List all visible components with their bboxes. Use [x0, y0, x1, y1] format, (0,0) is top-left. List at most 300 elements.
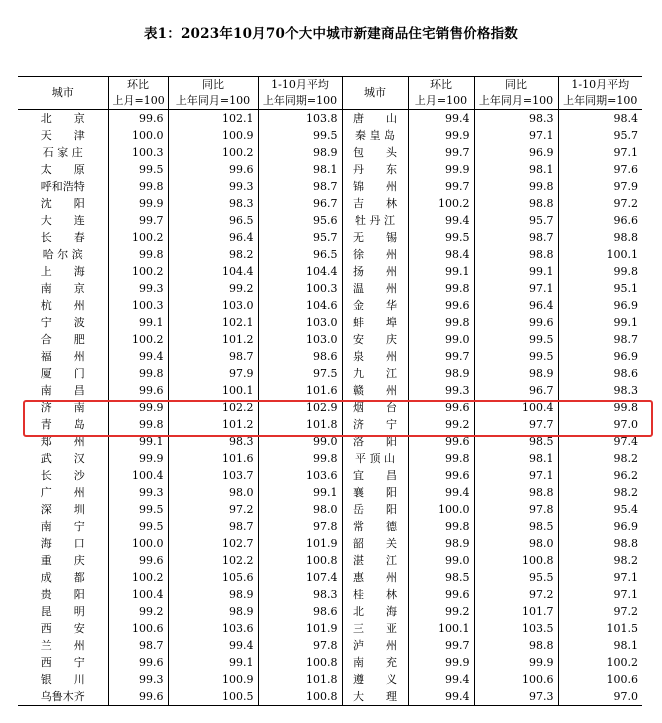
cell-avg-left: 95.6 — [258, 212, 342, 229]
cell-yoy-left: 97.9 — [168, 365, 258, 382]
cell-yoy-right: 98.1 — [474, 161, 558, 178]
cell-mom-left: 99.6 — [108, 110, 168, 128]
header-avg-right: 1-10月平均 — [558, 77, 642, 94]
cell-yoy-left: 98.0 — [168, 484, 258, 501]
table-row — [18, 110, 642, 128]
cell-avg-right: 97.0 — [558, 416, 642, 433]
cell-avg-left: 98.1 — [258, 161, 342, 178]
cell-avg-right: 96.6 — [558, 212, 642, 229]
cell-yoy-left: 102.2 — [168, 552, 258, 569]
cell-mom-right: 100.2 — [408, 195, 474, 212]
cell-city-right: 北 海 — [342, 603, 408, 620]
cell-avg-right: 98.8 — [558, 535, 642, 552]
cell-avg-right: 96.9 — [558, 518, 642, 535]
cell-avg-right: 97.9 — [558, 178, 642, 195]
subheader-avg-left: 上年同期=100 — [258, 93, 342, 110]
cell-yoy-right: 97.8 — [474, 501, 558, 518]
subheader-yoy-left: 上年同月=100 — [168, 93, 258, 110]
cell-city-left: 南 京 — [40, 281, 85, 295]
table-row — [18, 399, 642, 416]
cell-mom-left: 99.4 — [108, 348, 168, 365]
cell-avg-right: 95.7 — [558, 127, 642, 144]
cell-mom-left: 99.5 — [108, 501, 168, 518]
table-row — [18, 127, 642, 144]
cell-mom-left: 99.6 — [108, 552, 168, 569]
cell-avg-left: 97.8 — [258, 518, 342, 535]
cell-yoy-right: 98.8 — [474, 246, 558, 263]
cell-city-left: 贵 阳 — [40, 587, 85, 601]
table-row — [18, 603, 642, 620]
cell-city-right: 徐 州 — [342, 246, 408, 263]
cell-city-left: 太 原 — [40, 162, 85, 176]
cell-avg-right: 97.2 — [558, 603, 642, 620]
cell-avg-left: 100.8 — [258, 654, 342, 671]
cell-city-left: 南 宁 — [40, 519, 85, 533]
table-row — [18, 637, 642, 654]
cell-mom-left: 100.2 — [108, 569, 168, 586]
cell-mom-left: 99.8 — [108, 416, 168, 433]
table-row — [18, 365, 642, 382]
cell-yoy-left: 98.7 — [168, 518, 258, 535]
cell-mom-right: 99.6 — [408, 433, 474, 450]
cell-avg-left: 99.8 — [258, 450, 342, 467]
cell-avg-right: 97.6 — [558, 161, 642, 178]
header-yoy-right: 同比 — [474, 77, 558, 94]
cell-yoy-right: 96.4 — [474, 297, 558, 314]
cell-city-right: 惠 州 — [342, 569, 408, 586]
cell-mom-left: 99.3 — [108, 280, 168, 297]
table-row — [18, 348, 642, 365]
cell-city-left: 天 津 — [40, 128, 85, 142]
cell-yoy-right: 100.6 — [474, 671, 558, 688]
table-row — [18, 331, 642, 348]
cell-avg-right: 98.2 — [558, 552, 642, 569]
table-row — [18, 433, 642, 450]
cell-yoy-left: 98.9 — [168, 586, 258, 603]
cell-avg-left: 98.7 — [258, 178, 342, 195]
header-city-left: 城市 — [18, 77, 108, 110]
cell-yoy-right: 97.1 — [474, 127, 558, 144]
cell-avg-right: 99.8 — [558, 399, 642, 416]
cell-avg-left: 98.6 — [258, 348, 342, 365]
cell-yoy-left: 96.4 — [168, 229, 258, 246]
cell-yoy-left: 102.7 — [168, 535, 258, 552]
cell-mom-left: 99.8 — [108, 178, 168, 195]
cell-mom-left: 100.2 — [108, 229, 168, 246]
cell-yoy-right: 99.6 — [474, 314, 558, 331]
cell-city-left: 上 海 — [40, 264, 85, 278]
cell-avg-left: 100.3 — [258, 280, 342, 297]
cell-mom-right: 99.7 — [408, 637, 474, 654]
cell-city-right: 洛 阳 — [342, 433, 408, 450]
cell-avg-right: 100.6 — [558, 671, 642, 688]
cell-yoy-right: 98.7 — [474, 229, 558, 246]
cell-yoy-left: 102.2 — [168, 399, 258, 416]
cell-city-left: 青 岛 — [40, 417, 85, 431]
cell-avg-right: 100.2 — [558, 654, 642, 671]
cell-mom-right: 99.8 — [408, 280, 474, 297]
cell-city-left: 福 州 — [40, 349, 85, 363]
cell-yoy-right: 98.8 — [474, 195, 558, 212]
cell-yoy-right: 97.7 — [474, 416, 558, 433]
cell-avg-left: 98.0 — [258, 501, 342, 518]
cell-city-right: 包 头 — [342, 144, 408, 161]
cell-city-left: 昆 明 — [40, 604, 85, 618]
cell-avg-left: 96.7 — [258, 195, 342, 212]
table-row — [18, 671, 642, 688]
cell-mom-left: 99.6 — [108, 654, 168, 671]
cell-avg-right: 101.5 — [558, 620, 642, 637]
cell-city-left: 宁 波 — [40, 315, 85, 329]
cell-mom-left: 100.4 — [108, 586, 168, 603]
cell-city-right: 扬 州 — [342, 263, 408, 280]
cell-yoy-right: 101.7 — [474, 603, 558, 620]
cell-mom-left: 99.8 — [108, 246, 168, 263]
cell-mom-right: 99.4 — [408, 688, 474, 706]
cell-mom-right: 99.8 — [408, 314, 474, 331]
cell-avg-right: 98.8 — [558, 229, 642, 246]
cell-avg-left: 98.3 — [258, 586, 342, 603]
table-row — [18, 382, 642, 399]
table-row — [18, 161, 642, 178]
cell-avg-right: 97.2 — [558, 195, 642, 212]
cell-avg-left: 104.4 — [258, 263, 342, 280]
cell-avg-right: 100.1 — [558, 246, 642, 263]
table-row — [18, 280, 642, 297]
cell-mom-left: 99.1 — [108, 314, 168, 331]
cell-city-left: 厦 门 — [40, 366, 85, 380]
cell-yoy-right: 99.8 — [474, 178, 558, 195]
cell-mom-left: 99.6 — [108, 688, 168, 706]
cell-city-right: 蚌 埠 — [342, 314, 408, 331]
cell-yoy-left: 103.7 — [168, 467, 258, 484]
cell-yoy-left: 97.2 — [168, 501, 258, 518]
cell-city-left: 武 汉 — [40, 451, 85, 465]
cell-mom-left: 99.9 — [108, 195, 168, 212]
cell-city-right: 安 庆 — [342, 331, 408, 348]
cell-mom-right: 99.4 — [408, 671, 474, 688]
cell-city-left: 海 口 — [40, 536, 85, 550]
cell-mom-right: 99.6 — [408, 467, 474, 484]
cell-mom-right: 100.1 — [408, 620, 474, 637]
cell-yoy-right: 100.8 — [474, 552, 558, 569]
cell-yoy-left: 99.3 — [168, 178, 258, 195]
cell-city-left: 济 南 — [40, 400, 85, 414]
cell-mom-left: 100.6 — [108, 620, 168, 637]
cell-yoy-right: 98.0 — [474, 535, 558, 552]
cell-mom-left: 100.0 — [108, 127, 168, 144]
table-row — [18, 195, 642, 212]
cell-avg-left: 100.8 — [258, 552, 342, 569]
cell-yoy-right: 103.5 — [474, 620, 558, 637]
cell-city-left: 北 京 — [40, 111, 85, 125]
cell-mom-right: 99.8 — [408, 518, 474, 535]
table-row — [18, 688, 642, 706]
cell-avg-left: 100.8 — [258, 688, 342, 706]
cell-mom-right: 99.7 — [408, 144, 474, 161]
cell-avg-left: 97.8 — [258, 637, 342, 654]
header-mom-left: 环比 — [108, 77, 168, 94]
cell-avg-right: 96.9 — [558, 297, 642, 314]
cell-avg-left: 101.9 — [258, 535, 342, 552]
cell-avg-right: 98.1 — [558, 637, 642, 654]
cell-mom-left: 99.1 — [108, 433, 168, 450]
cell-mom-right: 99.4 — [408, 484, 474, 501]
cell-avg-right: 98.4 — [558, 110, 642, 128]
table-row — [18, 263, 642, 280]
cell-yoy-right: 97.3 — [474, 688, 558, 706]
cell-yoy-right: 99.1 — [474, 263, 558, 280]
cell-avg-left: 97.5 — [258, 365, 342, 382]
cell-yoy-left: 98.3 — [168, 195, 258, 212]
cell-mom-left: 100.2 — [108, 263, 168, 280]
cell-city-left: 重 庆 — [40, 553, 85, 567]
table-row — [18, 297, 642, 314]
cell-avg-right: 99.8 — [558, 263, 642, 280]
cell-city-left: 大 连 — [40, 213, 85, 227]
cell-avg-right: 95.1 — [558, 280, 642, 297]
cell-mom-left: 99.3 — [108, 484, 168, 501]
cell-avg-left: 103.0 — [258, 314, 342, 331]
cell-avg-left: 103.8 — [258, 110, 342, 128]
cell-city-right: 锦 州 — [342, 178, 408, 195]
cell-avg-left: 101.9 — [258, 620, 342, 637]
cell-city-right: 金 华 — [342, 297, 408, 314]
subheader-yoy-right: 上年同月=100 — [474, 93, 558, 110]
cell-city-left: 哈 尔 滨 — [42, 247, 83, 261]
cell-city-right: 唐 山 — [342, 110, 408, 128]
cell-yoy-left: 98.2 — [168, 246, 258, 263]
cell-yoy-left: 100.1 — [168, 382, 258, 399]
cell-avg-left: 96.5 — [258, 246, 342, 263]
cell-mom-left: 99.8 — [108, 365, 168, 382]
cell-city-left: 银 川 — [40, 672, 85, 686]
cell-city-right: 九 江 — [342, 365, 408, 382]
cell-avg-left: 104.6 — [258, 297, 342, 314]
cell-city-left: 郑 州 — [40, 434, 85, 448]
cell-city-right: 牡 丹 江 — [342, 212, 408, 229]
price-index-table — [18, 76, 642, 706]
page-title: 表1：2023年10月70个大中城市新建商品住宅销售价格指数 — [143, 26, 519, 42]
cell-avg-left: 99.5 — [258, 127, 342, 144]
table-row — [18, 229, 642, 246]
cell-avg-left: 99.0 — [258, 433, 342, 450]
subheader-mom-right: 上月=100 — [408, 93, 474, 110]
cell-yoy-left: 100.9 — [168, 127, 258, 144]
cell-city-left: 石 家 庄 — [42, 145, 83, 159]
cell-avg-right: 97.1 — [558, 569, 642, 586]
cell-yoy-right: 100.4 — [474, 399, 558, 416]
cell-city-left: 长 春 — [40, 230, 85, 244]
cell-mom-left: 99.5 — [108, 518, 168, 535]
cell-mom-right: 99.7 — [408, 348, 474, 365]
cell-yoy-left: 98.9 — [168, 603, 258, 620]
cell-avg-left: 101.6 — [258, 382, 342, 399]
cell-yoy-right: 99.5 — [474, 348, 558, 365]
header-yoy-left: 同比 — [168, 77, 258, 94]
cell-city-right: 南 充 — [342, 654, 408, 671]
cell-yoy-right: 96.9 — [474, 144, 558, 161]
cell-yoy-right: 98.3 — [474, 110, 558, 128]
cell-yoy-right: 98.9 — [474, 365, 558, 382]
cell-mom-right: 99.7 — [408, 178, 474, 195]
cell-yoy-right: 99.9 — [474, 654, 558, 671]
table-row — [18, 314, 642, 331]
cell-city-left: 合 肥 — [40, 332, 85, 346]
cell-yoy-left: 102.1 — [168, 110, 258, 128]
cell-city-right: 吉 林 — [342, 195, 408, 212]
cell-avg-left: 101.8 — [258, 671, 342, 688]
header-mom-right: 环比 — [408, 77, 474, 94]
cell-mom-right: 99.8 — [408, 450, 474, 467]
cell-yoy-left: 102.1 — [168, 314, 258, 331]
cell-mom-right: 99.3 — [408, 382, 474, 399]
cell-city-right: 济 宁 — [342, 416, 408, 433]
cell-mom-left: 100.3 — [108, 297, 168, 314]
cell-avg-right: 95.4 — [558, 501, 642, 518]
cell-yoy-left: 104.4 — [168, 263, 258, 280]
cell-city-right: 泸 州 — [342, 637, 408, 654]
cell-city-left: 长 沙 — [40, 468, 85, 482]
cell-avg-right: 97.1 — [558, 586, 642, 603]
cell-yoy-right: 98.8 — [474, 637, 558, 654]
cell-avg-right: 98.2 — [558, 450, 642, 467]
cell-city-right: 平 顶 山 — [342, 450, 408, 467]
cell-yoy-left: 101.2 — [168, 331, 258, 348]
cell-mom-right: 99.4 — [408, 110, 474, 128]
cell-mom-left: 100.4 — [108, 467, 168, 484]
cell-yoy-right: 97.1 — [474, 467, 558, 484]
cell-yoy-left: 101.6 — [168, 450, 258, 467]
cell-mom-right: 99.6 — [408, 399, 474, 416]
cell-avg-right: 97.4 — [558, 433, 642, 450]
table-row — [18, 535, 642, 552]
cell-city-right: 泉 州 — [342, 348, 408, 365]
table-row — [18, 586, 642, 603]
cell-city-right: 烟 台 — [342, 399, 408, 416]
cell-yoy-left: 98.7 — [168, 348, 258, 365]
cell-yoy-left: 99.4 — [168, 637, 258, 654]
cell-avg-left: 103.6 — [258, 467, 342, 484]
cell-avg-right: 98.2 — [558, 484, 642, 501]
cell-yoy-right: 96.7 — [474, 382, 558, 399]
table-row — [18, 450, 642, 467]
cell-city-left: 沈 阳 — [40, 196, 85, 210]
cell-mom-right: 99.9 — [408, 161, 474, 178]
cell-avg-right: 98.6 — [558, 365, 642, 382]
cell-city-right: 韶 关 — [342, 535, 408, 552]
cell-yoy-right: 97.2 — [474, 586, 558, 603]
table-row — [18, 501, 642, 518]
cell-mom-right: 99.0 — [408, 331, 474, 348]
cell-mom-left: 99.5 — [108, 161, 168, 178]
cell-yoy-left: 99.6 — [168, 161, 258, 178]
cell-avg-left: 107.4 — [258, 569, 342, 586]
cell-avg-right: 96.9 — [558, 348, 642, 365]
cell-city-left: 深 圳 — [40, 502, 85, 516]
cell-mom-right: 98.9 — [408, 535, 474, 552]
cell-city-left: 兰 州 — [40, 638, 85, 652]
header-avg-left: 1-10月平均 — [258, 77, 342, 94]
cell-city-right: 三 亚 — [342, 620, 408, 637]
cell-avg-left: 98.9 — [258, 144, 342, 161]
cell-mom-right: 99.9 — [408, 654, 474, 671]
cell-yoy-right: 95.7 — [474, 212, 558, 229]
cell-avg-left: 95.7 — [258, 229, 342, 246]
cell-avg-right: 98.7 — [558, 331, 642, 348]
cell-yoy-left: 98.3 — [168, 433, 258, 450]
cell-yoy-left: 99.2 — [168, 280, 258, 297]
cell-avg-right: 97.0 — [558, 688, 642, 706]
cell-yoy-right: 98.5 — [474, 518, 558, 535]
cell-yoy-right: 98.5 — [474, 433, 558, 450]
cell-mom-right: 98.9 — [408, 365, 474, 382]
cell-city-right: 桂 林 — [342, 586, 408, 603]
cell-avg-left: 98.6 — [258, 603, 342, 620]
subheader-mom-left: 上月=100 — [108, 93, 168, 110]
cell-yoy-left: 103.0 — [168, 297, 258, 314]
cell-yoy-left: 100.5 — [168, 688, 258, 706]
header-row — [18, 77, 642, 94]
cell-avg-right: 96.2 — [558, 467, 642, 484]
cell-city-left: 成 都 — [40, 570, 85, 584]
cell-city-right: 岳 阳 — [342, 501, 408, 518]
cell-mom-right: 99.1 — [408, 263, 474, 280]
table-row — [18, 178, 642, 195]
cell-avg-right: 97.1 — [558, 144, 642, 161]
cell-mom-right: 99.4 — [408, 212, 474, 229]
cell-mom-left: 100.2 — [108, 331, 168, 348]
cell-mom-right: 99.0 — [408, 552, 474, 569]
table-row — [18, 484, 642, 501]
table-row — [18, 518, 642, 535]
cell-mom-left: 100.0 — [108, 535, 168, 552]
table-row — [18, 212, 642, 229]
table-row — [18, 552, 642, 569]
cell-city-right: 湛 江 — [342, 552, 408, 569]
cell-mom-right: 99.2 — [408, 416, 474, 433]
table-row — [18, 416, 642, 433]
cell-city-left: 广 州 — [40, 485, 85, 499]
cell-mom-right: 98.4 — [408, 246, 474, 263]
table-row — [18, 467, 642, 484]
cell-yoy-left: 99.1 — [168, 654, 258, 671]
cell-mom-left: 99.6 — [108, 382, 168, 399]
cell-avg-left: 102.9 — [258, 399, 342, 416]
cell-yoy-right: 98.1 — [474, 450, 558, 467]
cell-mom-right: 99.6 — [408, 586, 474, 603]
cell-city-left: 乌鲁木齐 — [18, 688, 108, 706]
cell-yoy-right: 98.8 — [474, 484, 558, 501]
cell-mom-right: 100.0 — [408, 501, 474, 518]
cell-mom-left: 99.7 — [108, 212, 168, 229]
cell-yoy-left: 101.2 — [168, 416, 258, 433]
cell-city-left: 杭 州 — [40, 298, 85, 312]
cell-mom-right: 99.5 — [408, 229, 474, 246]
cell-yoy-right: 99.5 — [474, 331, 558, 348]
cell-city-right: 大 理 — [342, 688, 408, 706]
cell-mom-right: 99.6 — [408, 297, 474, 314]
cell-mom-left: 98.7 — [108, 637, 168, 654]
cell-avg-left: 103.0 — [258, 331, 342, 348]
cell-avg-left: 99.1 — [258, 484, 342, 501]
table-body — [18, 110, 642, 706]
cell-mom-right: 99.9 — [408, 127, 474, 144]
cell-avg-left: 101.8 — [258, 416, 342, 433]
cell-yoy-left: 100.2 — [168, 144, 258, 161]
cell-yoy-left: 103.6 — [168, 620, 258, 637]
header-city-right: 城市 — [342, 77, 408, 110]
